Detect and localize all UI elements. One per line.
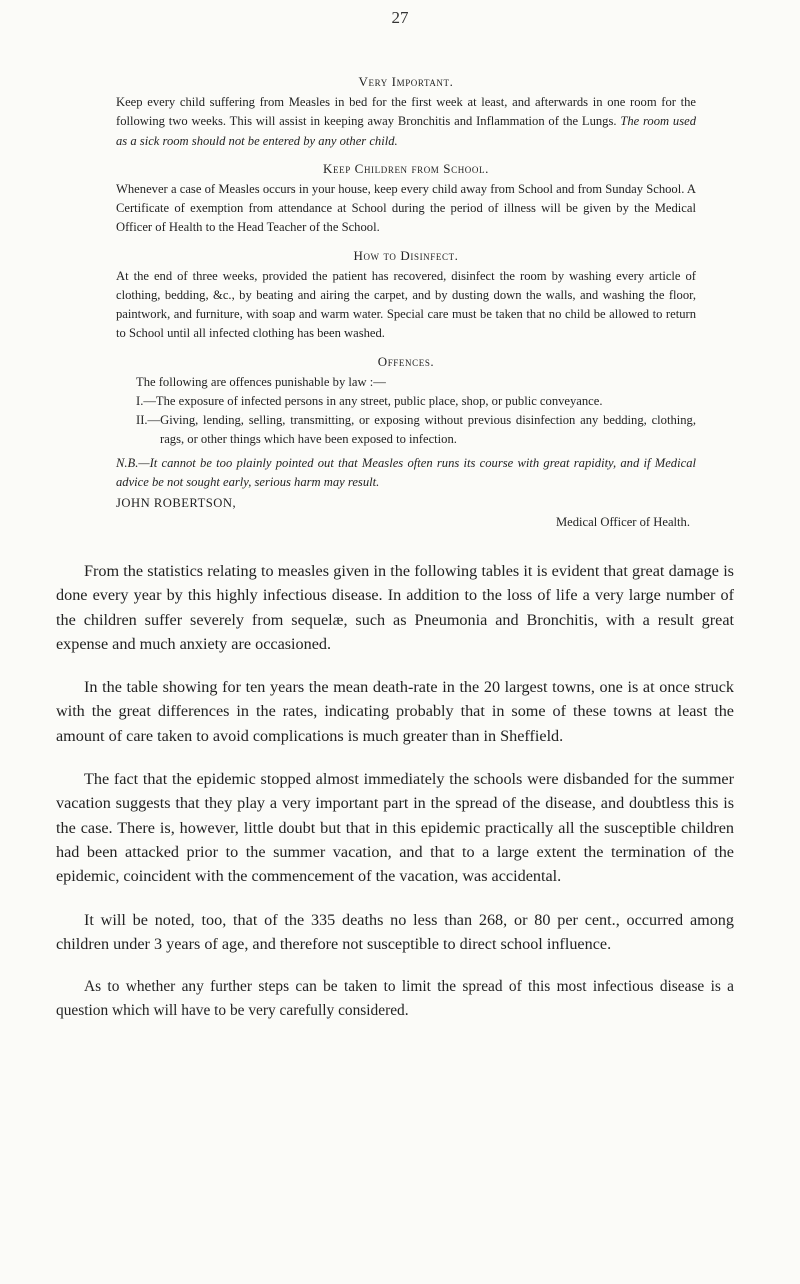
heading-offences: Offences. <box>377 353 435 369</box>
report-paragraph: It will be noted, too, that of the 335 deaths no less than 268, or 80 per cent., occurred among children under 3 years of age, and therefore not susceptible to direct school influence. <box>56 910 734 953</box>
report-paragraph: From the statistics relating to measles given in the following tables it is evident that great damage is done every year by this highly infectious disease. In addition to the loss of life a very large number of the children suffer severely from sequelæ, such as Pneumonia and Bronchitis, with a result great expense and much anxiety are occasioned. <box>56 562 734 653</box>
heading-how-to-disinfect: How to Disinfect. <box>353 247 459 263</box>
sick-room-note: The room used as a sick room should not be entered by any other child. <box>116 114 696 148</box>
heading-keep-children-from-school: Keep Children from School. <box>323 160 489 176</box>
heading-very-important: Very Important. <box>358 74 454 89</box>
report-paragraph: As to whether any further steps can be taken to limit the spread of this most infectious disease is a question which will have to be very carefully considered. <box>56 978 734 1020</box>
report-paragraph: In the table showing for ten years the mean death-rate in the 20 largest towns, one is at once struck with the great differences in the rates, indicating probably that in some of these towns at least the amount of care taken to avoid complications is much greater than in Sheffield. <box>56 678 734 745</box>
disinfect-paragraph: At the end of three weeks, provided the patient has recovered, disinfect the room by washing every article of clothing, bedding, &c., by beating and airing the carpet, and by dusting down the walls, and washing the floor, paintwork, and furniture, with soap and warm water. Special care must be taken that no child be allowed to return to School until all infected clothing has been washed. <box>116 268 696 341</box>
signature-name: JOHN ROBERTSON, <box>116 496 237 511</box>
report-paragraph: The fact that the epidemic stopped almost immediately the schools were disbanded for the summer vacation suggests that they play a very important part in the spread of the disease, and doubtless this is the case. There is, however, little doubt but that in this epidemic practically all the susceptible children had been attacked prior to the summer vacation, and that to a large extent the termination of the epidemic, coincident with the commencement of the vacation, was accidental. <box>56 770 734 886</box>
measles-notice <box>116 72 696 532</box>
keep-children-paragraph: Whenever a case of Measles occurs in your house, keep every child away from School and from Sunday School. A Certificate of exemption from attendance at School during the period of illness will be given by the Medical Officer of Health to the Head Teacher of the School. <box>116 182 696 235</box>
page-number: 27 <box>391 8 409 27</box>
offence-item: II.—Giving, lending, selling, transmitting, or exposing without previous disinfection any bedding, clothing, rags, or other things which have been exposed to infection. <box>136 413 696 447</box>
offences-intro: The following are offences punishable by law :— <box>136 374 386 389</box>
nb-note: N.B.—It cannot be too plainly pointed out that Measles often runs its course with great rapidity, and if Medical advice be not sought early, serious harm may result. <box>116 455 696 489</box>
very-important-paragraph: Keep every child suffering from Measles in bed for the first week at least, and afterwards in one room for the following two weeks. This will assist in keeping away Bronchitis and Inflammation of the Lungs. The room used as a sick room should not be entered by any other child. <box>116 95 696 148</box>
signature-title: Medical Officer of Health. <box>555 515 690 530</box>
report-body <box>56 559 734 1043</box>
offence-item: I.—The exposure of infected persons in any street, public place, shop, or public conveyance. <box>136 394 603 409</box>
